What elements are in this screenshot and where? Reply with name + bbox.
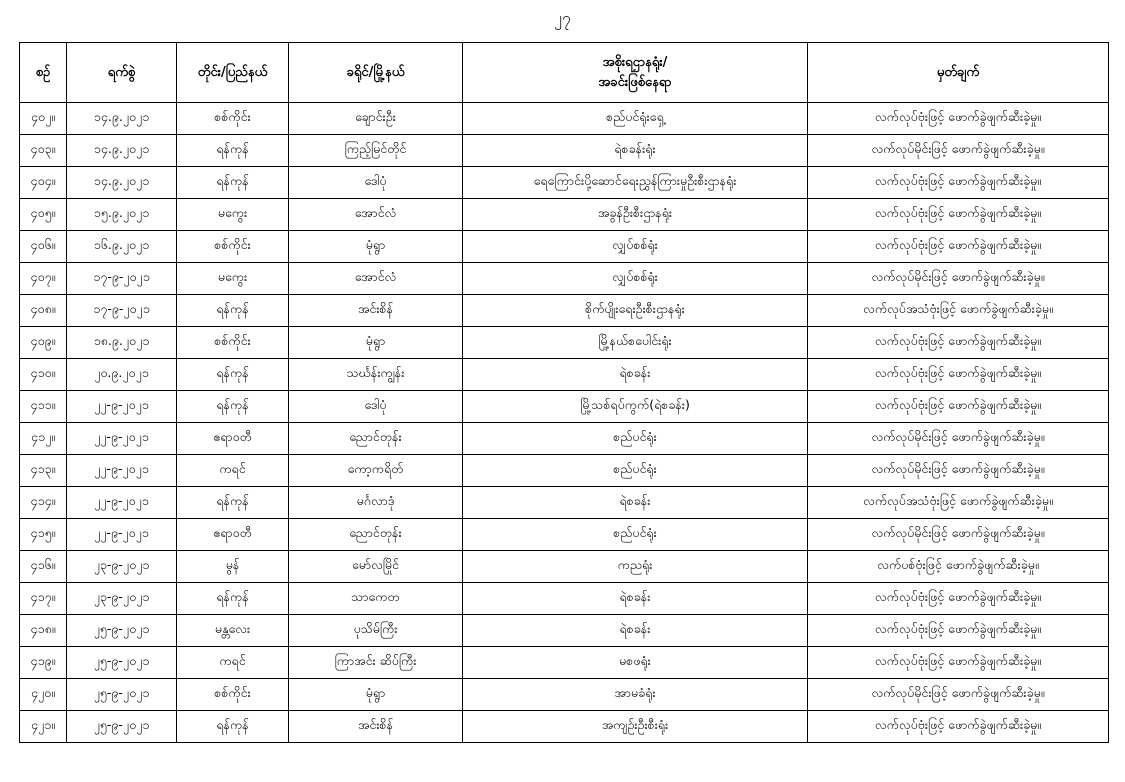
header-serial-no (20, 43, 67, 103)
table-row (20, 103, 1109, 135)
cell-date: ၁၄.၉.၂၀၂၁ (67, 167, 177, 199)
table-row (20, 263, 1109, 295)
cell-date: ၂၂-၉-၂၀၂၁ (67, 487, 177, 519)
cell-office-location: အကျဉ်းဦးစီးရုံး (463, 711, 808, 743)
cell-serial-no: ၄၀၂။ (20, 103, 67, 135)
table-row (20, 455, 1109, 487)
cell-serial-no: ၄၀၆။ (20, 231, 67, 263)
cell-date: ၂၅-၉-၂၀၂၁ (67, 679, 177, 711)
cell-serial-no: ၄၁၂။ (20, 423, 67, 455)
header-line: ရက်စွဲ (107, 64, 136, 80)
cell-date: ၂၂-၉-၂၀၂၁ (67, 423, 177, 455)
table-row (20, 711, 1109, 743)
cell-remark: လက်လုပ်ဗုံးဖြင့် ဖောက်ခွဲဖျက်ဆီးခဲ့မှု။ (808, 615, 1109, 647)
table-row (20, 359, 1109, 391)
cell-date: ၂၃-၉-၂၀၂၁ (67, 583, 177, 615)
cell-serial-no: ၄၁၃။ (20, 455, 67, 487)
cell-date: ၂၂-၉-၂၀၂၁ (67, 455, 177, 487)
table-row (20, 167, 1109, 199)
table-row (20, 423, 1109, 455)
cell-office-location: စည်ပင်ရုံးရှေ့ (463, 103, 808, 135)
cell-district-township: မော်လမြိုင် (289, 551, 463, 583)
cell-region-state: ရန်ကုန် (177, 359, 289, 391)
table-row (20, 519, 1109, 551)
cell-remark: လက်လုပ်ဗုံးဖြင့် ဖောက်ခွဲဖျက်ဆီးခဲ့မှု။ (808, 711, 1109, 743)
cell-office-location: ရေကြောင်းပို့ဆောင်ရေးညွှန်ကြားမှုဦးစီးဌာနရုံး (463, 167, 808, 199)
table-row (20, 583, 1109, 615)
cell-region-state: ရန်ကုန် (177, 167, 289, 199)
cell-remark: လက်လုပ်အသံဗုံးဖြင့် ဖောက်ခွဲဖျက်ဆီးခဲ့မှု။ (808, 295, 1109, 327)
cell-region-state: ရန်ကုန် (177, 135, 289, 167)
cell-region-state: ရန်ကုန် (177, 295, 289, 327)
cell-date: ၁၇-၉-၂၀၂၁ (67, 263, 177, 295)
cell-district-township: အောင်လံ (289, 263, 463, 295)
cell-serial-no: ၄၀၇။ (20, 263, 67, 295)
table-row (20, 615, 1109, 647)
table-row (20, 231, 1109, 263)
cell-date: ၂၃-၉-၂၀၂၁ (67, 551, 177, 583)
cell-serial-no: ၄၁၈။ (20, 615, 67, 647)
cell-region-state: မန္တလေး (177, 615, 289, 647)
cell-date: ၁၆.၉.၂၀၂၁ (67, 231, 177, 263)
cell-serial-no: ၄၁၀။ (20, 359, 67, 391)
cell-remark: လက်လုပ်ဗုံးဖြင့် ဖောက်ခွဲဖျက်ဆီးခဲ့မှု။ (808, 327, 1109, 359)
header-date (67, 43, 177, 103)
cell-district-township: မုံရွာ (289, 231, 463, 263)
cell-district-township: အင်းစိန် (289, 711, 463, 743)
header-line: စဉ် (35, 64, 51, 80)
cell-remark: လက်လုပ်မိုင်းဖြင့် ဖောက်ခွဲဖျက်ဆီးခဲ့မှု။ (808, 519, 1109, 551)
cell-region-state: စစ်ကိုင်း (177, 679, 289, 711)
cell-serial-no: ၄၁၇။ (20, 583, 67, 615)
cell-region-state: ရန်ကုန် (177, 711, 289, 743)
cell-district-township: ညောင်တုန်း (289, 423, 463, 455)
table-row (20, 551, 1109, 583)
cell-remark: လက်လုပ်ဗုံးဖြင့် ဖောက်ခွဲဖျက်ဆီးခဲ့မှု။ (808, 391, 1109, 423)
cell-district-township: ချောင်းဦး (289, 103, 463, 135)
cell-district-township: အင်းစိန် (289, 295, 463, 327)
cell-serial-no: ၄၁၁။ (20, 391, 67, 423)
cell-serial-no: ၄၁၆။ (20, 551, 67, 583)
table-row (20, 391, 1109, 423)
cell-district-township: မုံရွာ (289, 679, 463, 711)
cell-date: ၁၇-၉-၂၀၂၁ (67, 295, 177, 327)
cell-office-location: စည်ပင်ရုံး (463, 519, 808, 551)
cell-date: ၁၅.၉.၂၀၂၁ (67, 199, 177, 231)
cell-serial-no: ၄၀၅။ (20, 199, 67, 231)
header-remark (808, 43, 1109, 103)
table-row (20, 679, 1109, 711)
cell-date: ၂၂-၉-၂၀၂၁ (67, 391, 177, 423)
cell-date: ၁၈.၉.၂၀၂၁ (67, 327, 177, 359)
cell-district-township: ညောင်တုန်း (289, 519, 463, 551)
table-row (20, 135, 1109, 167)
cell-date: ၂၂-၉-၂၀၂၁ (67, 519, 177, 551)
cell-serial-no: ၄၀၈။ (20, 295, 67, 327)
cell-district-township: ဒေါပုံ (289, 167, 463, 199)
cell-district-township: သာကေတ (289, 583, 463, 615)
header-line: အခင်းဖြစ်နေရာ (598, 74, 672, 90)
cell-office-location: မြို့နယ်စပေါင်းရုံး (463, 327, 808, 359)
cell-serial-no: ၄၂၁။ (20, 711, 67, 743)
cell-office-location: ရဲစခန်း (463, 359, 808, 391)
cell-office-location: စည်ပင်ရုံး (463, 423, 808, 455)
cell-office-location: ရဲစခန်း (463, 583, 808, 615)
cell-remark: လက်လုပ်ဗုံးဖြင့် ဖောက်ခွဲဖျက်ဆီးခဲ့မှု။ (808, 359, 1109, 391)
cell-office-location: ရဲစခန်းရုံး (463, 135, 808, 167)
cell-office-location: ကညရုံး (463, 551, 808, 583)
cell-remark: လက်လုပ်ဗုံးဖြင့် ဖောက်ခွဲဖျက်ဆီးခဲ့မှု။ (808, 199, 1109, 231)
header-region-state (177, 43, 289, 103)
cell-district-township: ပုသိမ်ကြီး (289, 615, 463, 647)
cell-date: ၁၄.၉.၂၀၂၁ (67, 103, 177, 135)
cell-serial-no: ၄၁၄။ (20, 487, 67, 519)
cell-remark: လက်လုပ်ဗုံးဖြင့် ဖောက်ခွဲဖျက်ဆီးခဲ့မှု။ (808, 231, 1109, 263)
cell-office-location: စည်ပင်ရုံး (463, 455, 808, 487)
cell-region-state: ရန်ကုန် (177, 487, 289, 519)
cell-remark: လက်ပစ်ဗုံးဖြင့် ဖောက်ခွဲဖျက်ဆီးခဲ့မှု။ (808, 551, 1109, 583)
cell-date: ၂၀.၉.၂၀၂၁ (67, 359, 177, 391)
cell-date: ၂၅-၉-၂၀၂၁ (67, 615, 177, 647)
header-row (20, 43, 1109, 103)
cell-office-location: အာမခံရုံး (463, 679, 808, 711)
cell-region-state: ကရင် (177, 455, 289, 487)
cell-remark: လက်လုပ်ဗုံးဖြင့် ဖောက်ခွဲဖျက်ဆီးခဲ့မှု။ (808, 167, 1109, 199)
cell-serial-no: ၄၀၄။ (20, 167, 67, 199)
cell-district-township: သင်္ဃန်းကျွန်း (289, 359, 463, 391)
cell-district-township: ကြည့်မြင်တိုင် (289, 135, 463, 167)
cell-region-state: ကရင် (177, 647, 289, 679)
cell-date: ၁၄.၉.၂၀၂၁ (67, 135, 177, 167)
table-row (20, 295, 1109, 327)
cell-district-township: မင်္ဂလာဒုံ (289, 487, 463, 519)
cell-district-township: ကော့ကရိတ် (289, 455, 463, 487)
header-district-township (289, 43, 463, 103)
cell-region-state: စစ်ကိုင်း (177, 103, 289, 135)
cell-office-location: ရဲစခန်း (463, 615, 808, 647)
cell-serial-no: ၄၀၃။ (20, 135, 67, 167)
cell-remark: လက်လုပ်မိုင်းဖြင့် ဖောက်ခွဲဖျက်ဆီးခဲ့မှု။ (808, 135, 1109, 167)
cell-remark: လက်လုပ်ဗုံးဖြင့် ဖောက်ခွဲဖျက်ဆီးခဲ့မှု။ (808, 583, 1109, 615)
cell-region-state: ရန်ကုန် (177, 583, 289, 615)
cell-serial-no: ၄၁၉။ (20, 647, 67, 679)
cell-region-state: မွန် (177, 551, 289, 583)
cell-remark: လက်လုပ်မိုင်းဖြင့် ဖောက်ခွဲဖျက်ဆီးခဲ့မှု။ (808, 679, 1109, 711)
cell-region-state: ဧရာဝတီ (177, 423, 289, 455)
table-row (20, 487, 1109, 519)
cell-office-location: လျှပ်စစ်ရုံး (463, 231, 808, 263)
cell-office-location: မြို့သစ်ရပ်ကွက်(ရဲစခန်း) (463, 391, 808, 423)
cell-district-township: ဒေါပုံ (289, 391, 463, 423)
cell-region-state: စစ်ကိုင်း (177, 327, 289, 359)
cell-district-township: ကြာအင်း ဆိပ်ကြီး (289, 647, 463, 679)
table-header (20, 43, 1109, 103)
cell-district-township: အောင်လံ (289, 199, 463, 231)
header-line: မှတ်ချက် (936, 64, 980, 80)
cell-office-location: လျှပ်စစ်ရုံး (463, 263, 808, 295)
header-line: ခရိုင်/မြို့နယ် (346, 64, 405, 80)
cell-office-location: ရဲစခန်း (463, 487, 808, 519)
cell-remark: လက်လုပ်အသံဗုံးဖြင့် ဖောက်ခွဲဖျက်ဆီးခဲ့မှု။ (808, 487, 1109, 519)
cell-date: ၂၅-၉-၂၀၂၁ (67, 647, 177, 679)
incident-table (19, 42, 1109, 743)
page-number: ၂၇ (554, 8, 571, 27)
cell-region-state: မကွေး (177, 199, 289, 231)
cell-serial-no: ၄၀၉။ (20, 327, 67, 359)
cell-office-location: စိုက်ပျိုးရေးဦးစီးဌာနရုံး (463, 295, 808, 327)
cell-region-state: ဧရာဝတီ (177, 519, 289, 551)
cell-remark: လက်လုပ်မိုင်းဖြင့် ဖောက်ခွဲဖျက်ဆီးခဲ့မှု။ (808, 455, 1109, 487)
cell-serial-no: ၄၁၅။ (20, 519, 67, 551)
table-row (20, 327, 1109, 359)
cell-serial-no: ၄၂၀။ (20, 679, 67, 711)
cell-region-state: မကွေး (177, 263, 289, 295)
cell-remark: လက်လုပ်ဗုံးဖြင့် ဖောက်ခွဲဖျက်ဆီးခဲ့မှု။ (808, 647, 1109, 679)
table-row (20, 647, 1109, 679)
cell-remark: လက်လုပ်မိုင်းဖြင့် ဖောက်ခွဲဖျက်ဆီးခဲ့မှု။ (808, 263, 1109, 295)
cell-office-location: မစဖရုံး (463, 647, 808, 679)
table-row (20, 199, 1109, 231)
cell-region-state: စစ်ကိုင်း (177, 231, 289, 263)
table-body (20, 103, 1109, 743)
header-line: တိုင်း/ပြည်နယ် (197, 64, 268, 80)
cell-remark: လက်လုပ်ဗုံးဖြင့် ဖောက်ခွဲဖျက်ဆီးခဲ့မှု။ (808, 103, 1109, 135)
header-office-location (463, 43, 808, 103)
cell-district-township: မုံရွာ (289, 327, 463, 359)
cell-region-state: ရန်ကုန် (177, 391, 289, 423)
cell-date: ၂၅-၉-၂၀၂၁ (67, 711, 177, 743)
cell-remark: လက်လုပ်မိုင်းဖြင့် ဖောက်ခွဲဖျက်ဆီးခဲ့မှု။ (808, 423, 1109, 455)
cell-office-location: အခွန်ဦးစီးဌာနရုံး (463, 199, 808, 231)
header-line: အစိုးရဌာနရုံး/ (602, 54, 668, 70)
